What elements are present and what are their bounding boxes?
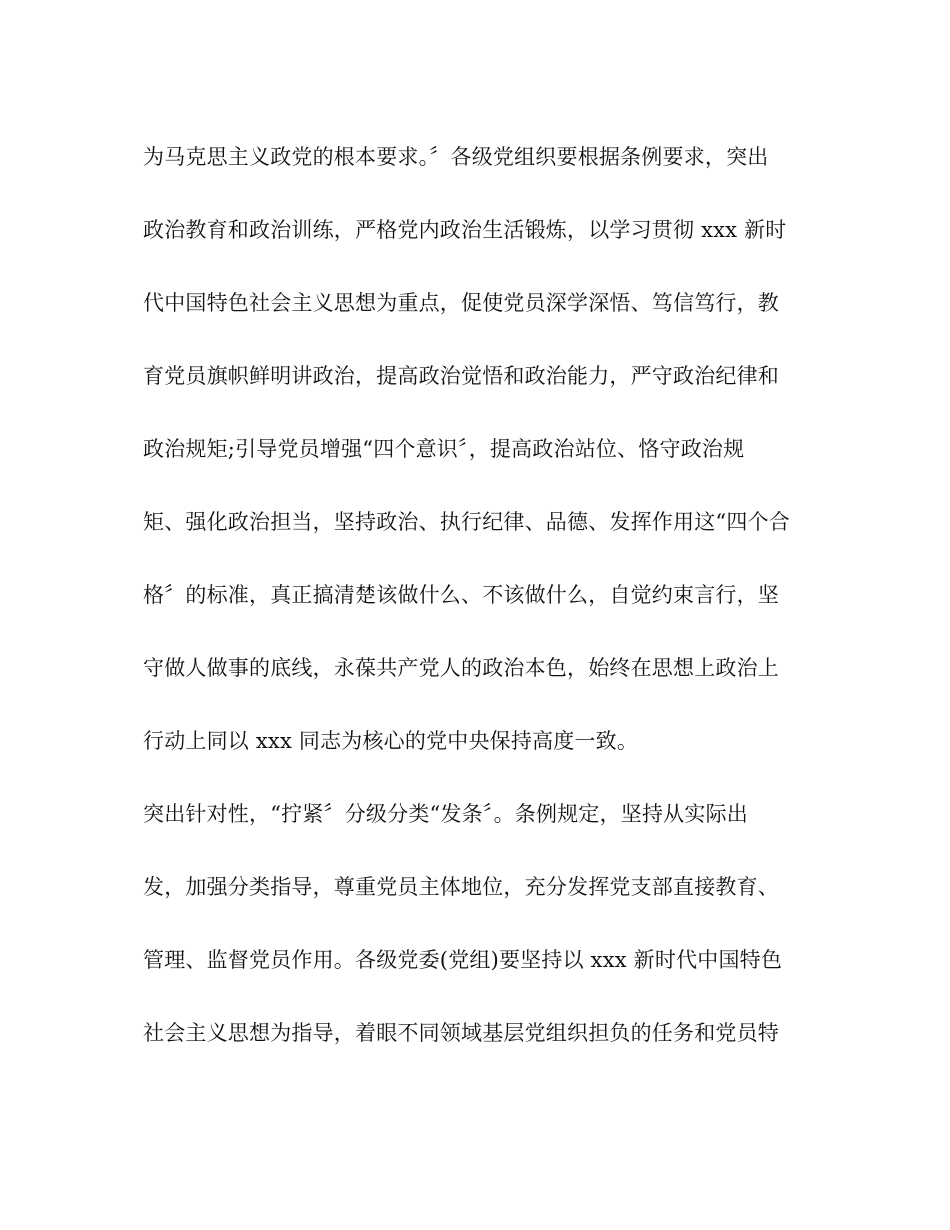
text-line-12: 管理、监督党员作用。各级党委(党组)要坚持以 xxx 新时代中国特色	[143, 948, 783, 972]
text-line-2: 政治教育和政治训练，严格党内政治生活锻炼，以学习贯彻 xxx 新时	[143, 218, 787, 242]
text-line-7: 格〞的标准，真正搞清楚该做什么、不该做什么，自觉约束言行，坚	[143, 583, 779, 607]
text-line-6: 矩、强化政治担当，坚持政治、执行纪律、品德、发挥作用这“四个合	[143, 510, 790, 534]
text-line-13: 社会主义思想为指导，着眼不同领域基层党组织担负的任务和党员特	[143, 1021, 779, 1045]
text-line-11: 发，加强分类指导，尊重党员主体地位，充分发挥党支部直接教育、	[143, 875, 779, 899]
text-line-3: 代中国特色社会主义思想为重点，促使党员深学深悟、笃信笃行，教	[143, 291, 779, 315]
text-line-5: 政治规矩;引导党员增强“四个意识〞，提高政治站位、恪守政治规	[143, 437, 745, 461]
text-line-9: 行动上同以 xxx 同志为核心的党中央保持高度一致。	[143, 729, 639, 753]
text-line-8: 守做人做事的底线，永葆共产党人的政治本色，始终在思想上政治上	[143, 656, 779, 680]
text-line-4: 育党员旗帜鲜明讲政治，提高政治觉悟和政治能力，严守政治纪律和	[143, 364, 779, 388]
text-line-1: 为马克思主义政党的根本要求。〞各级党组织要根据条例要求，突出	[143, 145, 769, 169]
text-line-10: 突出针对性，“拧紧〞分级分类“发条〞。条例规定，坚持从实际出	[143, 802, 748, 826]
